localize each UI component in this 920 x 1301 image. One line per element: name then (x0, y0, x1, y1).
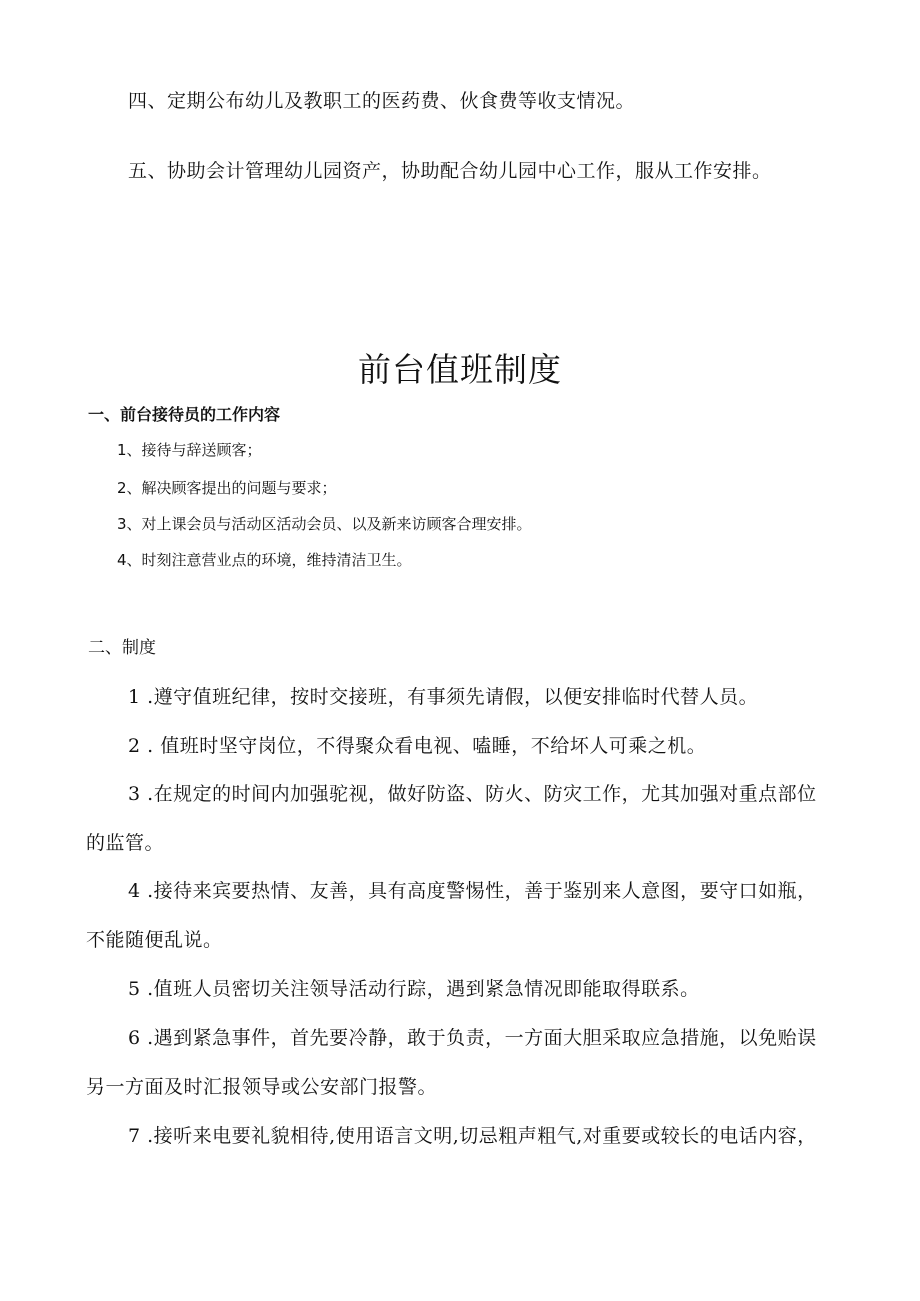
section2-heading: 二、制度 (88, 638, 156, 658)
rule-4: 4 .接待来宾要热情、友善，具有高度警惕性，善于鉴别来人意图，要守口如瓶， (128, 880, 817, 902)
rule-7: 7 .接听来电要礼貌相待,使用语言文明,切忌粗声粗气,对重要或较长的电话内容， (128, 1125, 817, 1147)
section1-item-2: 2、解决顾客提出的问题与要求； (117, 479, 337, 497)
rule-3: 3 .在规定的时间内加强驼视，做好防盗、防火、防灾工作，尤其加强对重点部位 (128, 783, 817, 805)
section1-item-4: 4、时刻注意营业点的环境，维持清洁卫生。 (117, 551, 412, 569)
rule-6-continuation: 另一方面及时汇报领导或公安部门报警。 (86, 1076, 438, 1098)
section1-item-1: 1、接待与辞送顾客； (117, 441, 262, 459)
duty-item-4: 四、定期公布幼儿及教职工的医药费、伙食费等收支情况。 (128, 90, 636, 112)
rule-2: 2 . 值班时坚守岗位，不得聚众看电视、嗑睡，不给坏人可乘之机。 (128, 735, 707, 757)
section1-heading: 一、前台接待员的工作内容 (88, 405, 281, 424)
rule-5: 5 .值班人员密切关注领导活动行踪，遇到紧急情况即能取得联系。 (128, 978, 700, 1000)
page-title: 前台值班制度 (358, 350, 562, 389)
rule-3-continuation: 的监管。 (86, 832, 165, 854)
rule-4-continuation: 不能随便乱说。 (86, 929, 223, 951)
rule-1: 1 .遵守值班纪律，按时交接班，有事须先请假，以便安排临时代替人员。 (128, 686, 759, 708)
section1-item-3: 3、对上课会员与活动区活动会员、以及新来访顾客合理安排。 (117, 515, 532, 533)
duty-item-5: 五、协助会计管理幼儿园资产，协助配合幼儿园中心工作，服从工作安排。 (128, 160, 772, 182)
rule-6: 6 .遇到紧急事件，首先要冷静，敢于负责，一方面大胆采取应急措施，以免贻误 (128, 1027, 817, 1049)
